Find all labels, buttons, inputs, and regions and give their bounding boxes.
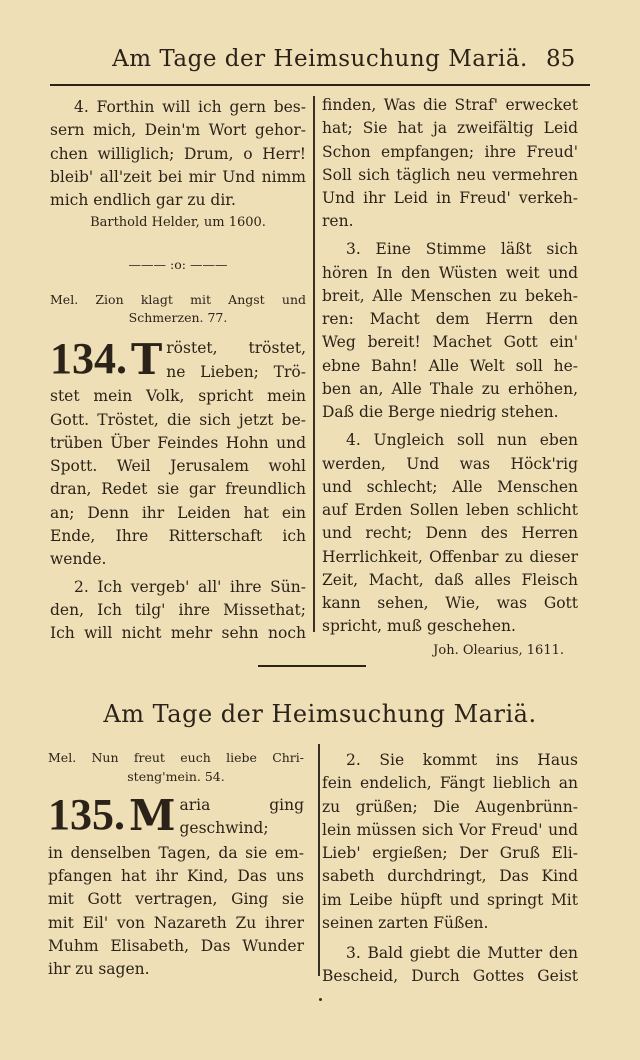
bottom-right-column <box>322 748 578 987</box>
hymn-number: 135. <box>48 789 125 839</box>
text-line: chen williglich; Drum, o Herr! <box>50 144 306 163</box>
author-credit-right: Joh. Olearius, 1611. <box>433 642 564 658</box>
top-right-column <box>322 93 578 663</box>
hymn-135 <box>48 789 304 981</box>
verse-continuation <box>322 93 578 233</box>
verse-4-right <box>322 428 578 638</box>
text-line: finden, Was die Straf' erwecket <box>322 96 578 114</box>
text-line: stet mein Volk, spricht mein <box>50 387 306 406</box>
text-line: spricht, muß geschehen. <box>322 617 516 636</box>
text-line: 2. Ich vergeb' all' ihre Sün- <box>74 577 306 596</box>
text-line: Ende, Ihre Ritterschaft ich <box>50 526 306 545</box>
text-line: und schlecht; Alle Menschen <box>322 477 578 496</box>
text-line: seinen zarten Füßen. <box>322 913 489 932</box>
running-header-title: Am Tage der Heimsuchung Mariä. <box>112 46 528 72</box>
bottom-left-column <box>48 748 304 981</box>
text-line: geschwind; <box>179 819 269 837</box>
text-line: hören In den Wüsten weit und <box>322 263 578 282</box>
text-line: ben an, Alle Thale zu erhöhen, <box>322 379 578 398</box>
verse-2-bottom <box>322 748 578 935</box>
text-line: Und ihr Leid in Freud' verkeh- <box>322 189 578 207</box>
text-line: Zeit, Macht, daß alles Fleisch <box>322 570 578 589</box>
text-line: in denselben Tagen, da sie em- <box>48 843 304 862</box>
text-line: Spott. Weil Jerusalem wohl <box>50 457 306 475</box>
text-line: ren. <box>322 212 354 231</box>
text-line: mit Gott vertragen, Ging sie <box>48 890 304 909</box>
section-rule <box>258 665 366 667</box>
text-line: zu grüßen; Die Augenbrünn- <box>322 797 578 816</box>
text-line: Muhm Elisabeth, Das Wunder <box>48 936 304 955</box>
melody-note-bottom <box>48 748 304 787</box>
text-line: Bescheid, Durch Gottes Geist <box>322 967 578 985</box>
text-line: Gott. Tröstet, die sich jetzt be- <box>50 410 306 429</box>
initial-letter: M <box>129 790 176 840</box>
text-line: wende. <box>50 550 107 568</box>
text-line: 4. Forthin will ich gern bes- <box>74 98 306 116</box>
text-line: Mel. Zion klagt mit Angst und <box>50 291 306 307</box>
text-line: hat; Sie hat ja zweifältig Leid <box>322 119 578 138</box>
hymn-number: 134. <box>50 334 127 384</box>
text-line: aria ging <box>179 795 304 814</box>
text-line: ren: Macht dem Herrn den <box>322 310 578 329</box>
text-line: ebne Bahn! Alle Welt soll he- <box>322 356 578 375</box>
section-title: Am Tage der Heimsuchung Mariä. <box>103 700 537 728</box>
text-line: ne Lieben; Trö- <box>166 362 306 381</box>
initial-letter: T <box>131 335 163 385</box>
printer-dot <box>319 998 322 1001</box>
text-line: Schon empfangen; ihre Freud' <box>322 142 578 161</box>
hymn-body <box>48 841 304 981</box>
text-line: Soll sich täglich neu vermehren <box>322 165 578 184</box>
column-divider <box>313 96 315 632</box>
verse-2 <box>50 576 306 646</box>
text-line: sabeth durchdringt, Das Kind <box>322 867 578 886</box>
text-line: dran, Redet sie gar freundlich <box>50 480 306 499</box>
hymn-number-block <box>50 334 163 385</box>
text-line: pfangen hat ihr Kind, Das uns <box>48 867 304 885</box>
text-line: steng'mein. 54. <box>127 768 225 784</box>
text-line: Schmerzen. 77. <box>128 310 228 326</box>
top-left-column <box>50 96 306 645</box>
text-line: röstet, tröstet, <box>166 339 306 358</box>
hymn-134 <box>50 334 306 571</box>
hymn-body <box>50 385 306 571</box>
text-line: breit, Alle Menschen zu bekeh- <box>322 286 578 305</box>
page-number: 85 <box>546 46 576 72</box>
text-line: 3. Bald giebt die Mutter den <box>346 943 578 962</box>
column-divider-bottom <box>318 744 320 976</box>
text-line: kann sehen, Wie, was Gott <box>322 594 578 613</box>
text-line: 2. Sie kommt ins Haus <box>346 751 578 769</box>
text-line: und recht; Denn des Herren <box>322 524 578 543</box>
text-line: Weg bereit! Machet Gott ein' <box>322 333 578 352</box>
text-line: Ich will nicht mehr sehn noch <box>50 624 306 642</box>
text-line: Lieb' ergießen; Der Gruß Eli- <box>322 844 578 862</box>
text-line: ihr zu sagen. <box>48 960 150 978</box>
header-rule <box>50 84 590 86</box>
text-line: mich endlich gar zu dir. <box>50 191 236 209</box>
text-line: 4. Ungleich soll nun eben <box>346 431 578 450</box>
author-credit: Barthold Helder, um 1600. <box>90 214 266 230</box>
melody-note <box>50 289 306 330</box>
text-line: auf Erden Sollen leben schlicht <box>322 501 578 520</box>
text-line: im Leibe hüpft und springt Mit <box>322 890 578 909</box>
hymn-number-block <box>48 789 176 841</box>
ornament-divider: ——— :o: ——— <box>128 257 228 272</box>
text-line: fein endelich, Fängt lieblich an <box>322 774 578 793</box>
verse-4 <box>50 96 306 213</box>
text-line: 3. Eine Stimme läßt sich <box>346 240 578 259</box>
text-line: trüben Über Feindes Hohn und <box>50 433 306 452</box>
text-line: werden, Und was Höck'rig <box>322 454 578 473</box>
text-line: lein müssen sich Vor Freud' und <box>322 820 578 839</box>
text-line: Daß die Berge niedrig stehen. <box>322 403 559 422</box>
text-line: Herrlichkeit, Offenbar zu dieser <box>322 547 578 566</box>
text-line: an; Denn ihr Leiden hat ein <box>50 503 306 522</box>
verse-3-bottom <box>322 941 578 988</box>
text-line: mit Eil' von Nazareth Zu ihrer <box>48 913 304 932</box>
text-line: bleib' all'zeit bei mir Und nimm <box>50 167 306 186</box>
verse-3 <box>322 237 578 424</box>
text-line: den, Ich tilg' ihre Missethat; <box>50 600 306 619</box>
text-line: Mel. Nun freut euch liebe Chri- <box>48 750 304 765</box>
text-line: sern mich, Dein'm Wort gehor- <box>50 121 306 140</box>
